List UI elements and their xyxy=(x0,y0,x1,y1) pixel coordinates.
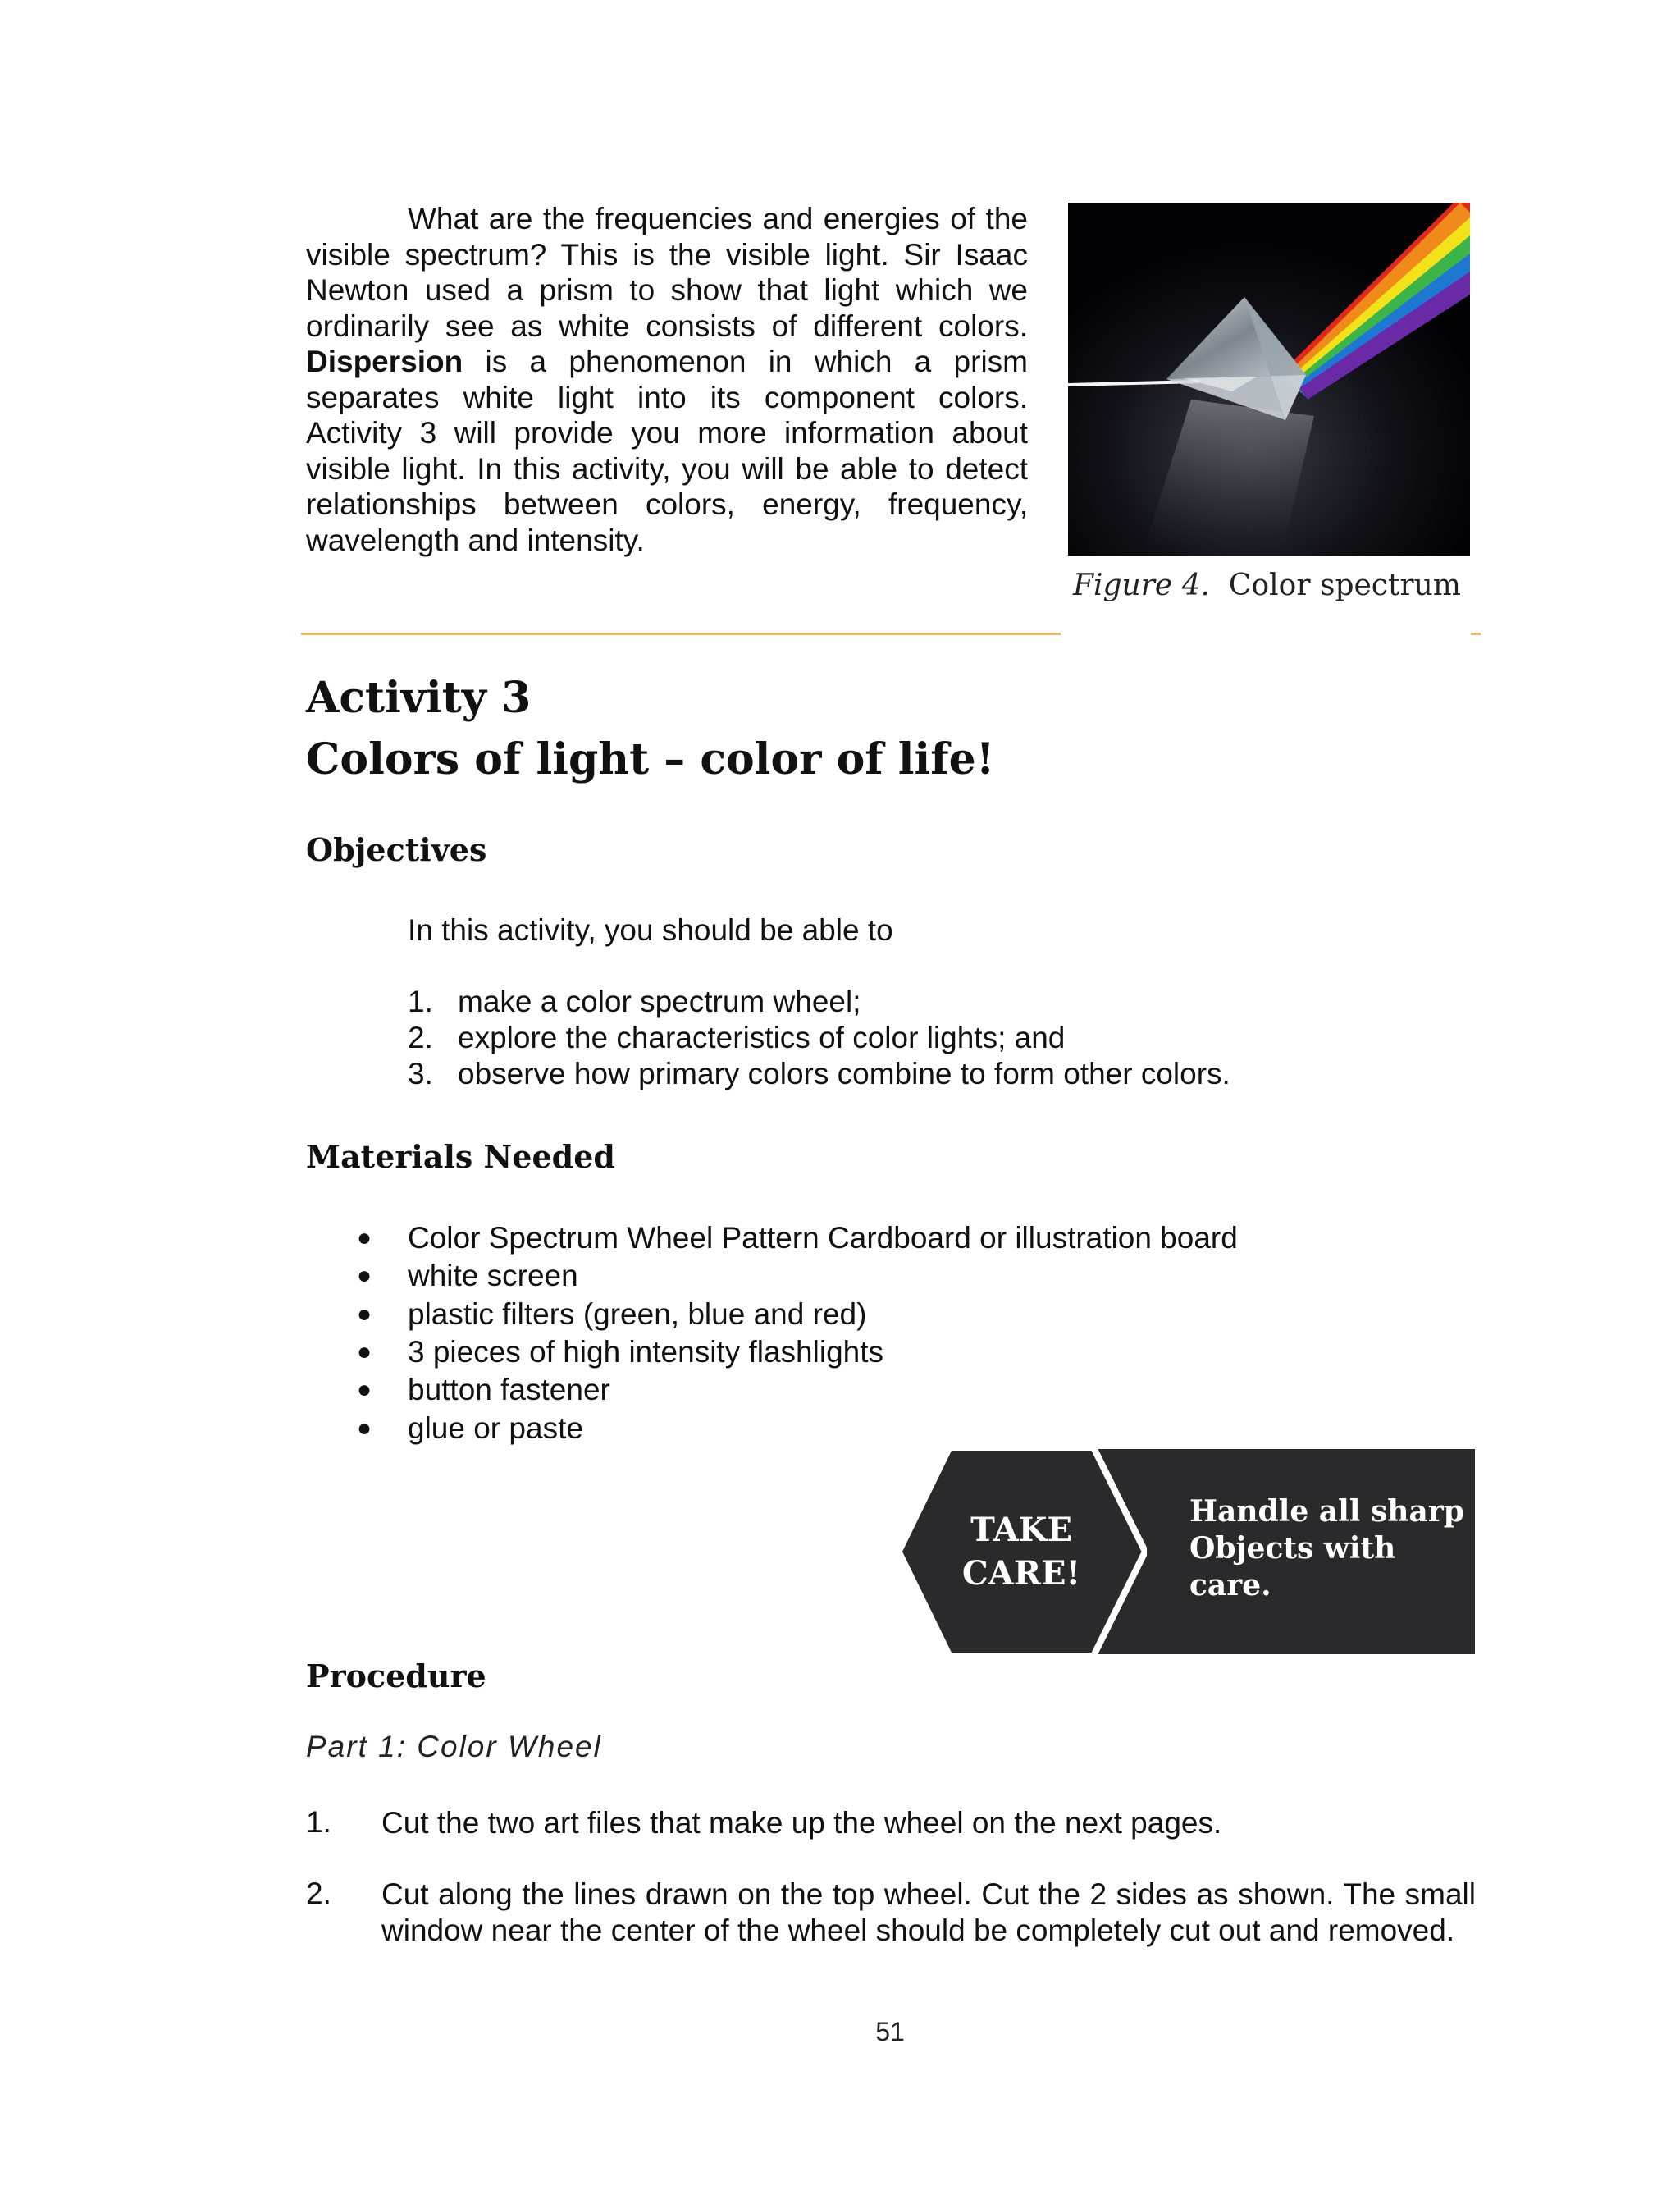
objective-number: 2. xyxy=(408,1021,433,1054)
step-text: Cut along the lines drawn on the top wheel. Cut the 2 sides as shown. The small window near the center of the wheel should be completely cut out and removed. xyxy=(381,1877,1476,1947)
intro-paragraph: What are the frequencies and energies of the visible spectrum? This is the visible light. Sir Isaac Newton used a prism to show that light which we ordinarily see as white consists of different colors. Dispersion is a phenomenon in which a prism separates white light into its component colors. Activity 3 will provide you more information about visible light. In this activity, you will be able to detect relationships between colors, energy, frequency, wavelength and intensity. xyxy=(306,202,1028,557)
bullet-icon: ● xyxy=(357,1262,372,1289)
step-number: 1. xyxy=(306,1805,331,1839)
take-care-label: TAKE CARE! xyxy=(961,1511,1081,1593)
material-item: white screen xyxy=(408,1259,578,1292)
step-text: Cut the two art files that make up the wheel on the next pages. xyxy=(381,1806,1222,1840)
objectives-lead: In this activity, you should be able to xyxy=(408,913,893,947)
prism-image xyxy=(1068,203,1470,556)
part-title: Part 1: Color Wheel xyxy=(306,1730,602,1763)
bullet-icon: ● xyxy=(357,1376,372,1403)
activity-number: Activity 3 xyxy=(306,673,532,723)
step-number: 2. xyxy=(306,1877,331,1910)
procedure-heading: Procedure xyxy=(306,1657,486,1694)
objectives-heading: Objectives xyxy=(306,831,487,868)
material-item: plastic filters (green, blue and red) xyxy=(408,1297,867,1331)
bullet-icon: ● xyxy=(357,1301,372,1328)
page-number: 51 xyxy=(875,2017,905,2046)
bullet-icon: ● xyxy=(357,1338,372,1365)
take-care-message: Handle all sharp Objects with care. xyxy=(1189,1494,1464,1602)
material-item: button fastener xyxy=(408,1373,610,1406)
bullet-icon: ● xyxy=(357,1415,372,1442)
section-divider xyxy=(301,633,1061,635)
objective-text: observe how primary colors combine to form other colors. xyxy=(458,1057,1230,1090)
objective-text: explore the characteristics of color lights; and xyxy=(458,1021,1066,1054)
figure-caption: Figure 4. Color spectrum xyxy=(1073,569,1461,602)
section-divider-end xyxy=(1471,633,1481,635)
activity-title: Colors of light – color of life! xyxy=(306,734,995,784)
dispersion-term: Dispersion xyxy=(306,345,463,378)
bullet-icon: ● xyxy=(357,1224,372,1251)
material-item: 3 pieces of high intensity flashlights xyxy=(408,1335,884,1369)
objective-number: 3. xyxy=(408,1057,433,1090)
objective-text: make a color spectrum wheel; xyxy=(458,985,861,1018)
material-item: glue or paste xyxy=(408,1411,583,1445)
material-item: Color Spectrum Wheel Pattern Cardboard or illustration board xyxy=(408,1221,1238,1255)
materials-heading: Materials Needed xyxy=(306,1138,615,1175)
objective-number: 1. xyxy=(408,985,433,1018)
